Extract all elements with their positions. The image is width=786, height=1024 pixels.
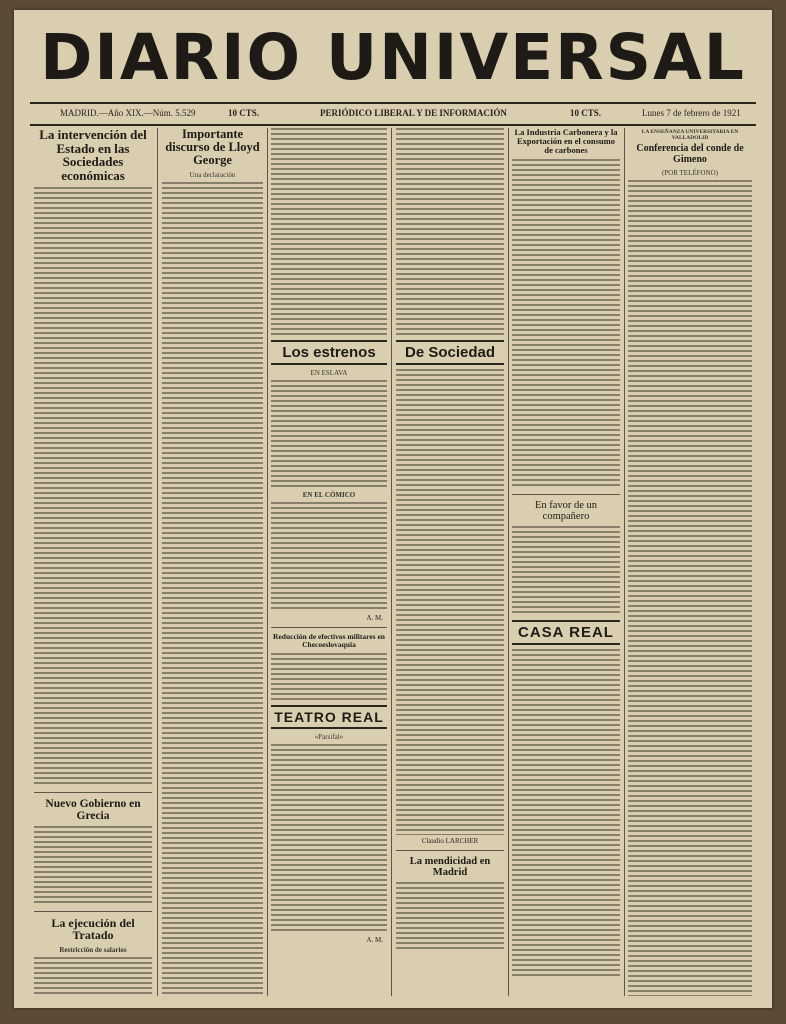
column-rule	[157, 128, 158, 996]
article-headline: Reducción de efectivos militares en Checoeslovaquia	[273, 632, 385, 649]
article-headline: La intervención del Estado en las Sociedades económicas	[39, 128, 147, 183]
article-text	[34, 957, 152, 996]
article-headline: La Industria Carbonera y la Exportación en el consumo de carbones	[514, 128, 618, 155]
column-rule	[267, 128, 268, 996]
dateline-date: Lunes 7 de febrero de 1921	[642, 108, 741, 118]
article-text	[396, 882, 504, 952]
article-signature: Claudio LARCHER	[421, 837, 479, 845]
article-text	[271, 653, 387, 701]
article-headline: La mendicidad en Madrid	[409, 856, 491, 879]
article-text	[512, 526, 620, 616]
dateline-subtitle: PERIÓDICO LIBERAL Y DE INFORMACIÓN	[320, 108, 507, 118]
column-rule	[508, 128, 509, 996]
article-text	[628, 180, 752, 996]
article-text	[34, 187, 152, 787]
column-rule	[391, 128, 392, 996]
article-text	[162, 182, 263, 996]
dateline-price-left: 10 CTS.	[228, 108, 260, 118]
article-headline: Conferencia del conde de Gimeno	[636, 143, 744, 165]
article-kicker: LA ENSEÑANZA UNIVERSITARIA EN VALLADOLID	[641, 129, 739, 141]
article-text	[396, 369, 504, 835]
newspaper-page	[14, 10, 772, 1008]
dateline-issue: MADRID.—Año XIX.—Núm. 5.529	[60, 108, 196, 118]
article-text	[396, 128, 504, 336]
dateline-price-right: 10 CTS.	[570, 108, 602, 118]
article-text	[271, 502, 387, 612]
article-headline: Importante discurso de Lloyd George	[165, 128, 260, 168]
article-text	[34, 826, 152, 906]
article-headline: Nuevo Gobierno en Grecia	[45, 797, 141, 822]
divider	[34, 792, 152, 793]
article-signature: A. M.	[366, 935, 383, 944]
section-headline: TEATRO REAL	[271, 705, 387, 729]
article-signature: A. M.	[366, 614, 383, 622]
article-subheading: Restricción de salarios	[59, 945, 127, 954]
article-text	[271, 380, 387, 490]
article-text	[512, 159, 620, 489]
article-text	[271, 744, 387, 934]
column-4	[396, 128, 504, 996]
section-headline: De Sociedad	[396, 340, 504, 365]
divider	[512, 494, 620, 495]
column-rule	[624, 128, 625, 996]
article-subheading: (POR TELÉFONO)	[661, 169, 719, 177]
article-subheading: Una declaración	[189, 171, 236, 180]
divider	[271, 627, 387, 628]
column-3	[271, 128, 387, 996]
article-headline: La ejecución del Tratado	[51, 915, 135, 943]
column-6	[628, 128, 752, 996]
article-text	[271, 128, 387, 336]
dateline	[30, 102, 756, 126]
divider	[34, 911, 152, 912]
column-2	[162, 128, 263, 996]
article-headline: En favor de un compañero	[534, 499, 598, 522]
divider	[396, 850, 504, 851]
article-subheading: «Parsifal»	[314, 732, 344, 741]
section-headline: Los estrenos	[271, 340, 387, 365]
masthead: DIARIO UNIVERSAL	[40, 21, 746, 94]
article-text	[512, 649, 620, 979]
article-subheading: EN ESLAVA	[310, 369, 348, 377]
section-headline: CASA REAL	[512, 620, 620, 645]
article-subheading: EN EL CÓMICO	[302, 491, 356, 499]
column-5	[512, 128, 620, 996]
column-1	[34, 128, 152, 996]
